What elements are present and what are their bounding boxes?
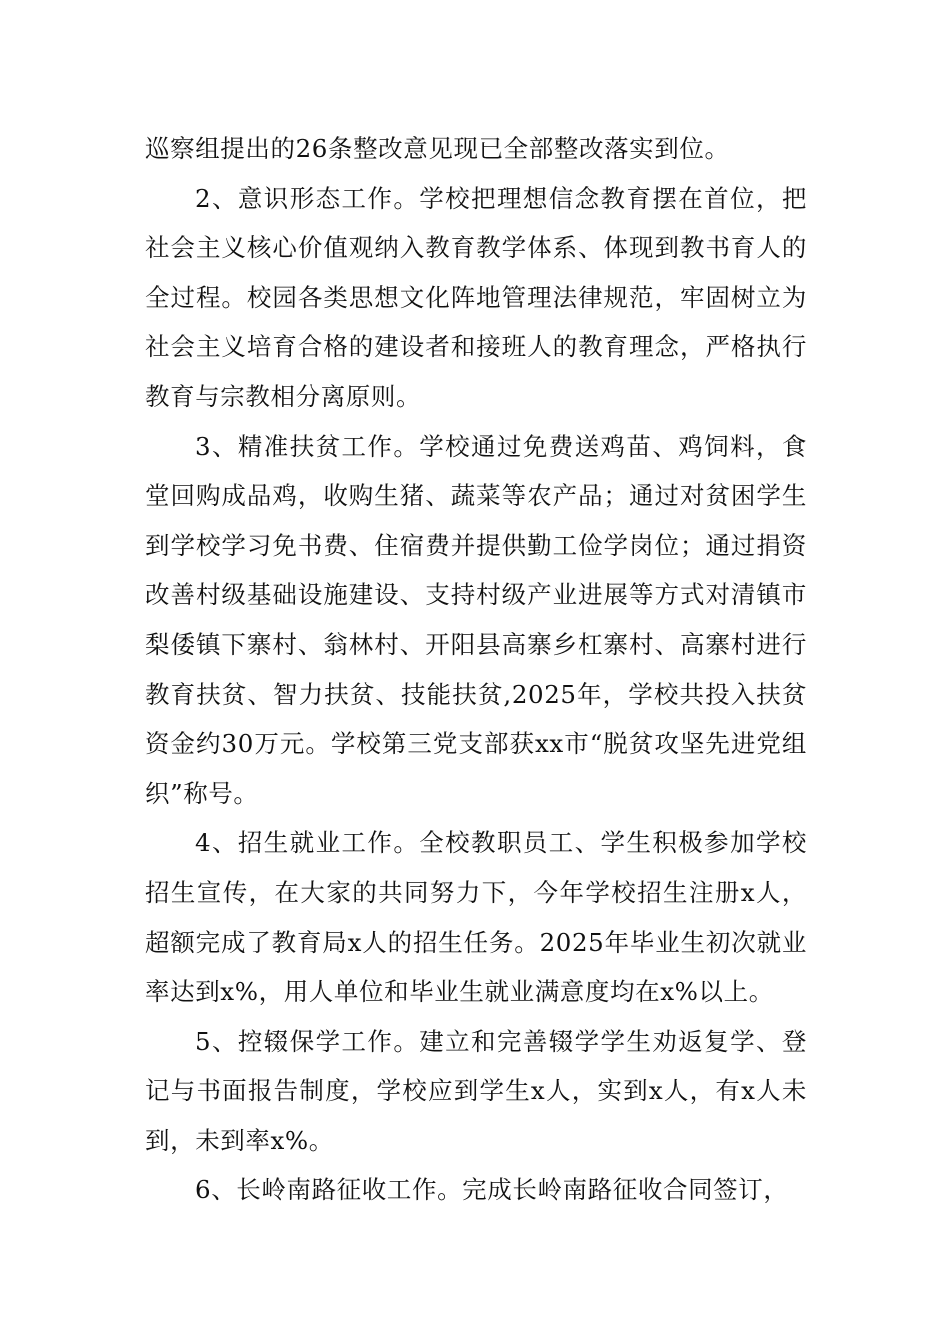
- paragraph-road-expropriation: 6、长岭南路征收工作。完成长岭南路征收合同签订，: [195, 1175, 789, 1205]
- body-text: [145, 124, 807, 1215]
- paragraph-ideology-work: 2、意识形态工作。学校把理想信念教育摆在首位，把社会主义核心价值观纳入教育教学体系、体现到教书育人的全过程。校园各类思想文化阵地管理法律规范，牢固树立为社会主义培育合格的建设者和接班人的教育理念，严格执行教育与宗教相分离原则。: [145, 183, 807, 411]
- paragraph-dropout-control: 5、控辍保学工作。建立和完善辍学学生劝返复学、登记与书面报告制度，学校应到学生x人，实到x人，有x人未到，未到率x%。: [145, 1026, 807, 1155]
- paragraph-poverty-alleviation: 3、精准扶贫工作。学校通过免费送鸡苗、鸡饲料，食堂回购成品鸡，收购生猪、蔬菜等农产品；通过对贫困学生到学校学习免书费、住宿费并提供勤工俭学岗位；通过捐资改善村级基础设施建设、支持村级产业进展等方式对清镇市梨倭镇下寨村、翁林村、开阳县高寨乡杠寨村、高寨村进行教育扶贫、智力扶贫、技能扶贫,2025年，学校共投入扶贫资金约30万元。学校第三党支部获xx市“脱贫攻坚先进党组织”称号。: [145, 431, 807, 808]
- paragraph-enrollment-employment: 4、招生就业工作。全校教职员工、学生积极参加学校招生宣传，在大家的共同努力下，今年学校招生注册x人，超额完成了教育局x人的招生任务。2025年毕业生初次就业率达到x%，用人单位和毕业生就业满意度均在x%以上。: [145, 828, 807, 1007]
- paragraph-continuation: 巡察组提出的26条整改意见现已全部整改落实到位。: [145, 134, 730, 163]
